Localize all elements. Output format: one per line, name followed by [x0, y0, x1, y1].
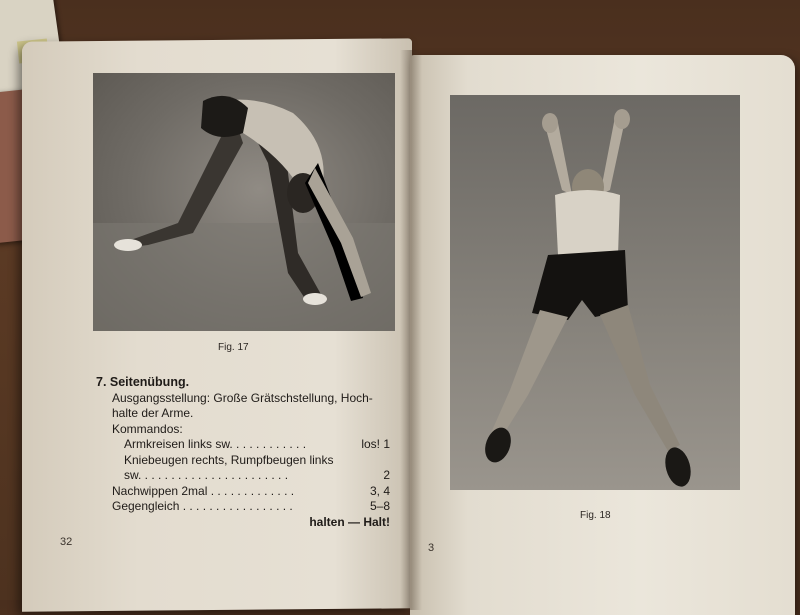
line-text: halte der Arme.	[112, 406, 194, 420]
text-line	[96, 468, 396, 484]
figure-18-photo	[450, 95, 740, 490]
exercise-text	[96, 375, 396, 530]
text-line	[96, 499, 396, 515]
figure-17-caption: Fig. 17	[218, 342, 249, 353]
line-text: Ausgangsstellung: Große Grätschstellung, Hoch-	[112, 390, 373, 405]
text-line	[96, 453, 396, 469]
line-text: Nachwippen 2mal . . . . . . . . . . . . .	[112, 483, 295, 498]
text-line	[96, 437, 396, 453]
final-command: halten — Halt!	[309, 514, 390, 529]
right-page-number: 3	[428, 542, 435, 554]
line-text: Kommandos:	[112, 421, 183, 436]
text-line	[96, 484, 396, 500]
left-page-number: 32	[60, 536, 73, 548]
text-line	[96, 391, 396, 407]
line-text: Kniebeugen rechts, Rumpfbeugen links	[124, 452, 334, 467]
line-text: Armkreisen links sw. . . . . . . . . . . .	[124, 437, 307, 451]
line-count: 2	[383, 468, 390, 482]
section-heading: 7. Seitenübung.	[96, 375, 190, 389]
figure-18-caption: Fig. 18	[580, 510, 611, 521]
line-count: 5–8	[369, 499, 390, 513]
line-text: sw. . . . . . . . . . . . . . . . . . . . . . .	[124, 468, 289, 482]
text-line	[96, 422, 396, 438]
text-line	[96, 406, 396, 422]
figure-18-illustration	[450, 95, 740, 490]
figure-17-illustration	[93, 73, 395, 331]
line-count: 3, 4	[369, 483, 390, 498]
line-text: Gegengleich . . . . . . . . . . . . . . . . .	[112, 499, 293, 513]
figure-17-photo	[93, 73, 395, 331]
line-count: los! 1	[361, 437, 390, 451]
book-gutter	[400, 50, 422, 610]
